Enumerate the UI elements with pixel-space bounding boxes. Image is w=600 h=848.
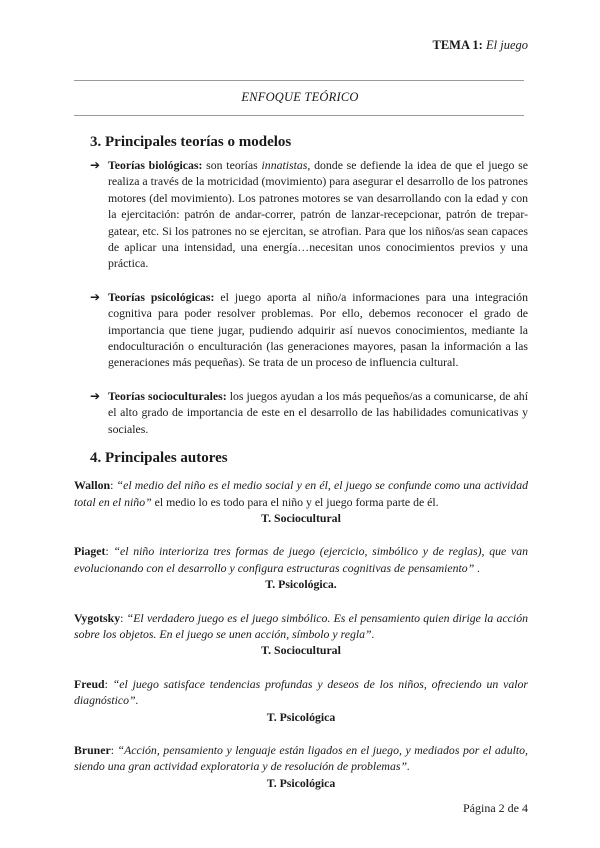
bottom-rule	[74, 115, 524, 116]
author-quote: “El verdadero juego es el juego simbólico. Es el pensamiento quien dirige la acción sobre los objetos. En el juego se unen acción, símbolo y regla”.	[74, 610, 528, 641]
author-wallon: Wallon: “el medio del niño es el medio social y en él, el juego se confunde como una actividad total en el niño” el medio lo es todo para el niño y el juego forma parte de él.	[74, 478, 529, 509]
author-text: el medio lo es todo para el niño y el juego forma parte de él.	[151, 494, 439, 509]
term-label: Teorías socioculturales:	[108, 388, 227, 403]
header-tema-label: TEMA 1:	[432, 38, 483, 52]
list-item-biologicas	[74, 157, 528, 272]
author-quote: “el juego satisface tendencias profundas y deseos de los niños, ofreciendo un valor diagnóstico”.	[74, 676, 528, 708]
author-name: Freud	[74, 676, 105, 691]
term-label: Teorías biológicas:	[108, 158, 203, 172]
author-bruner: Bruner: “Acción, pensamiento y lenguaje están ligados en el juego, y mediados por el adulto, siendo una gran actividad exploratoria y de resolución de problemas”.	[74, 742, 528, 774]
list-item-psicologicas	[74, 289, 528, 371]
item-emphasis: innatistas	[261, 158, 308, 172]
top-rule	[74, 80, 524, 81]
author-name: Vygotsky	[74, 610, 121, 625]
page-header	[433, 38, 529, 53]
header-tema-title: El juego	[485, 38, 528, 52]
item-text: los juegos ayudan a los más pequeños/as a comunicarse, de ahí el alto grado de importancia de este en el desarrollo de las habilidades comunicativas y sociales.	[108, 388, 528, 436]
author-name: Bruner	[74, 742, 111, 757]
theory-label: T. Psicológica.	[265, 577, 337, 592]
theory-label: T. Sociocultural	[261, 510, 341, 525]
term-label: Teorías psicológicas:	[108, 289, 215, 304]
page-footer: Página 2 de 4	[463, 801, 528, 815]
theory-label: T. Psicológica	[266, 775, 336, 790]
arrow-icon: ➔	[90, 158, 100, 172]
author-name: Piaget	[74, 544, 106, 559]
main-content	[74, 134, 528, 791]
item-text: son teorías	[202, 158, 262, 172]
author-freud: Freud: “el juego satisface tendencias profundas y deseos de los niños, ofreciendo un valor diagnóstico”.	[74, 676, 528, 708]
author-piaget: Piaget: “el niño interioriza tres formas de juego (ejercicio, simbólico y de reglas), que van evolucionando con el desarrollo y configura estructuras cognitivas de pensamiento” .	[74, 544, 528, 575]
author-quote: “Acción, pensamiento y lenguaje están ligados en el juego, y mediados por el adulto, siendo una gran actividad exploratoria y de resolución de problemas”.	[74, 742, 528, 774]
author-quote: “el medio del niño es el medio social y en él, el juego se confunde como una actividad total en el niño”	[74, 478, 529, 509]
list-item-socioculturales	[74, 388, 528, 437]
theory-label: T. Sociocultural	[261, 643, 341, 658]
author-name: Wallon	[74, 478, 111, 493]
section4-heading: 4. Principales autores	[90, 450, 228, 467]
item-text: el juego aporta al niño/a informaciones para una integración cognitiva para poder resolver problemas. Por ello, debemos reconocer el grado de importancia que tiene jugar, pudiendo adquirir así nuevos conocimientos, mediante la endoculturación o enculturación (las generaciones mayores, pasan la información a las generaciones más pequeñas). Se trata de un proceso de influencia cultural.	[108, 289, 528, 370]
author-vygotsky: Vygotsky: “El verdadero juego es el juego simbólico. Es el pensamiento quien dirige la acción sobre los objetos. En el juego se unen acción, símbolo y regla”.	[74, 610, 528, 641]
theory-label: T. Psicológica	[266, 709, 336, 724]
item-text: , donde se defiende la idea de que el juego se realiza a través de la motricidad (movimiento) para asegurar el desarrollo de los patrones motores (del movimiento). Los patrones motores se van desarrollando con la edad y con la ejercitación: patrón de andar-correr, patrón de lanzar-recepcionar, patrón de trepar-gatear, etc. Si los patrones no se ejercitan, se atrofian. Para que los niños/as sean capaces de aplicar una intensidad, una energía…necesitan unos conocimientos previos y una práctica.	[108, 158, 528, 271]
arrow-icon: ➔	[90, 388, 100, 403]
section-title: ENFOQUE TEÓRICO	[241, 90, 359, 104]
section3-heading: 3. Principales teorías o modelos	[90, 134, 292, 150]
author-quote: “el niño interioriza tres formas de juego (ejercicio, simbólico y de reglas), que van evolucionando con el desarrollo y configura estructuras cognitivas de pensamiento” .	[74, 544, 528, 575]
arrow-icon: ➔	[90, 289, 100, 304]
